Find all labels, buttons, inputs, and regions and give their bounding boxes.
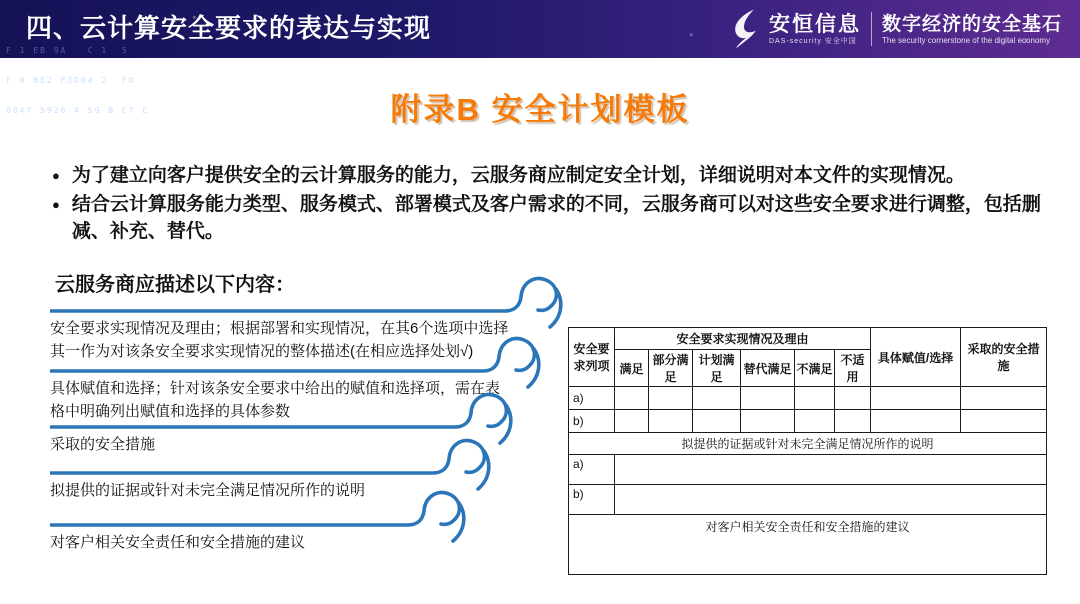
list-item [50,525,430,554]
table-empty-cell [871,410,961,433]
bullet-icon: ● [52,197,60,212]
list-item-text: 对客户相关安全责任和安全措施的建议 [50,534,306,551]
table-row-label: a) [569,387,615,410]
tagline: 数字经济的安全基石 [881,13,1062,35]
bullet-item [52,162,1042,189]
table-empty-cell [795,410,835,433]
tagline-subtitle: The security cornerstone of the digital economy [881,35,1051,45]
bullet-text: 结合云计算服务能力类型、服务模式、部署模式及客户需求的不同，云服务商可以对这些安全要求进行调整，包括删减、补充、替代。 [71,194,1041,242]
bullet-list [52,162,1042,247]
section-heading: 云服务商应描述以下内容： [55,274,295,296]
list-item-text: 安全要求实现情况及理由；根据部署和实现情况，在其6个选项中选择其一作为对该条安全要求实现情况的整体描述(在相应选择处划√) [50,320,509,361]
table-empty-cell [795,387,835,410]
table-row-label: a) [569,455,615,485]
table-empty-cell [615,387,649,410]
brand-subtitle: DAS-security 安全中国 [768,37,857,45]
table-header-measures: 采取的安全措施 [961,328,1047,387]
logo-tagline-block [882,13,1062,46]
table-empty-cell [835,387,871,410]
table-empty-cell [871,387,961,410]
page-title: 附录B 安全计划模板 [390,92,690,127]
table-empty-cell [615,455,1047,485]
list-item [50,371,502,424]
table-suggestion-section-title: 对客户相关安全责任和安全措施的建议 [569,515,1047,575]
table-header-option-unsatisfied: 不满足 [795,350,835,387]
requirements-table [568,327,1047,575]
table-empty-cell [649,410,693,433]
table-header-option-planned: 计划满足 [693,350,741,387]
list-item [50,427,470,456]
table-row-label: b) [569,410,615,433]
das-security-logo-icon [729,9,761,49]
table-empty-cell [741,410,795,433]
matrix-line: F 0 BE2 F3D04 2 FD [6,76,136,85]
list-item-text: 拟提供的证据或针对未完全满足情况所作的说明 [50,482,366,499]
list-item-text: 采取的安全措施 [50,436,156,453]
brand-name: 安恒信息 [768,12,861,36]
bullet-item [52,191,1042,245]
table-empty-cell [649,387,693,410]
logo-brand-block [769,13,861,46]
table-header-item-column: 安全要求列项 [569,328,615,387]
header-title: 四、云计算安全要求的表达与实现 [26,13,432,43]
table-evidence-section-title: 拟提供的证据或针对未完全满足情况所作的说明 [569,433,1047,455]
table-empty-cell [741,387,795,410]
list-item-text: 具体赋值和选择；针对该条安全要求中给出的赋值和选择项，需在表格中明确列出赋值和选择的具体参数 [50,380,501,421]
logo-divider [871,12,872,46]
list-item [50,473,450,502]
table-header-option-satisfied: 满足 [615,350,649,387]
table-empty-cell [835,410,871,433]
matrix-line: F 1 EB 9A C 1 5 [6,46,129,55]
table-container [568,327,1047,575]
logo [729,9,1062,49]
matrix-line: 6047 5926 4 59 B C7 E [6,106,150,115]
table-header-option-na: 不适用 [835,350,871,387]
table-header-assignment: 具体赋值/选择 [871,328,961,387]
table-empty-cell [961,410,1047,433]
table-empty-cell [693,387,741,410]
table-empty-cell [615,410,649,433]
table-empty-cell [693,410,741,433]
list-item [50,311,518,364]
table-header-option-alternative: 替代满足 [741,350,795,387]
table-header-option-partial: 部分满足 [649,350,693,387]
bullet-icon: ● [52,168,60,183]
table-empty-cell [615,485,1047,515]
table-header-group: 安全要求实现情况及理由 [615,328,871,350]
bullet-text: 为了建立向客户提供安全的云计算服务的能力，云服务商应制定安全计划，详细说明对本文件的实现情况。 [71,165,965,186]
table-empty-cell [961,387,1047,410]
table-row-label: b) [569,485,615,515]
